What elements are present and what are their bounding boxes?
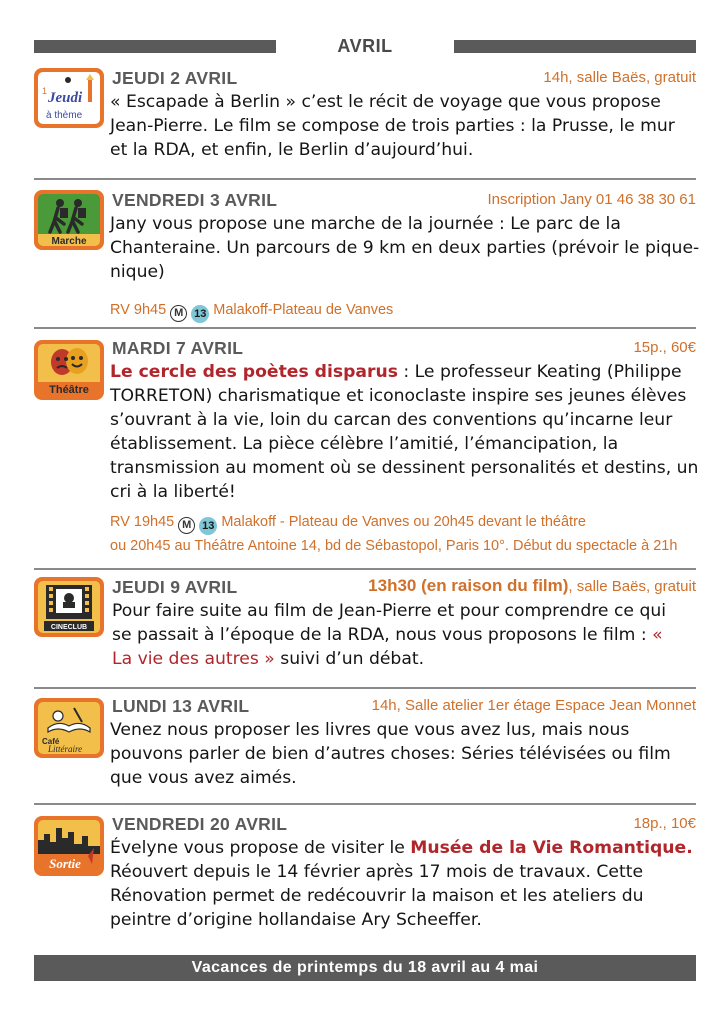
month-header (34, 36, 696, 58)
rv-time: RV 9h45 (110, 302, 167, 318)
rendezvous-alternative: ou 20h45 au Théâtre Antoine 14, bd de Sébastopol, Paris 10°. Début du spectacle à 21h (110, 538, 678, 554)
desc-end: Réouvert depuis le 14 février après 17 mois de travaux. Cette Rénovation permet de redécouvrir la maison et les ateliers du peintre d’origine hollandaise Ary Scheeffer. (110, 862, 644, 930)
play-title: Le cercle des poètes disparus (110, 362, 398, 382)
separator (34, 327, 696, 329)
sortie-icon (34, 816, 104, 876)
event-lundi-13-avril (34, 696, 696, 796)
jeudi-a-theme-icon (34, 68, 104, 128)
icon-label-cafe: Café (42, 737, 60, 746)
desc-intro: Évelyne vous propose de visiter le (110, 838, 411, 858)
rendezvous-info (110, 298, 393, 323)
event-mardi-7-avril (34, 338, 699, 560)
rv-place: Malakoff-Plateau de Vanves (213, 302, 394, 318)
theatre-icon (34, 340, 104, 400)
icon-label-litteraire: Littéraire (48, 744, 83, 754)
separator (34, 568, 696, 570)
event-date: VENDREDI 20 AVRIL (112, 814, 288, 834)
icon-label-sortie: Sortie (49, 856, 81, 871)
event-info: 14h, salle Baës, gratuit (543, 69, 696, 86)
metro-line-13-icon: 13 (199, 517, 217, 535)
event-date: VENDREDI 3 AVRIL (112, 190, 278, 210)
rendezvous-info (110, 510, 586, 535)
holiday-banner: Vacances de printemps du 18 avril au 4 mai (34, 955, 696, 981)
event-vendredi-20-avril (34, 814, 696, 949)
month-title: AVRIL (337, 36, 393, 56)
separator (34, 803, 696, 805)
event-venue: , salle Baës, gratuit (568, 578, 696, 595)
separator (34, 178, 696, 180)
event-info: 15p., 60€ (633, 339, 696, 356)
metro-line-13-icon: 13 (191, 305, 209, 323)
event-description (110, 360, 710, 504)
event-description: Venez nous proposer les livres que vous avez lus, mais nous pouvons parler de bien d’autres choses: Séries télévisées ou film que vous avez aimés. (110, 720, 671, 788)
icon-label-cineclub: CINECLUB (50, 624, 88, 631)
metro-icon: M (178, 517, 195, 534)
event-description (112, 599, 687, 671)
event-time-highlight: 13h30 (en raison du film) (368, 576, 569, 595)
icon-label-theatre: Théâtre (49, 384, 89, 396)
event-description: Jany vous propose une marche de la journée : Le parc de la Chanteraine. Un parcours de 9 km en deux parties (prévoir le pique-nique) (110, 214, 700, 282)
event-date: MARDI 7 AVRIL (112, 338, 244, 358)
rv-time: RV 19h45 (110, 514, 175, 530)
event-jeudi-9-avril (34, 577, 696, 677)
event-date: JEUDI 9 AVRIL (112, 577, 238, 597)
cineclub-icon (34, 577, 104, 637)
cafe-litteraire-icon (34, 698, 104, 758)
event-info: 14h, Salle atelier 1er étage Espace Jean Monnet (371, 697, 696, 714)
separator (34, 687, 696, 689)
header-rule-right (454, 40, 696, 53)
event-date: LUNDI 13 AVRIL (112, 696, 250, 716)
event-info: Inscription Jany 01 46 38 30 61 (487, 191, 696, 208)
film-title: « La vie des autres » (112, 625, 663, 669)
event-jeudi-2-avril (34, 68, 696, 168)
event-description (110, 836, 695, 932)
play-summary: : Le professeur Keating (Philippe TORRETON) charismatique et iconoclaste inspire ses jeunes élèves s’ouvrant à la vie, loin du carcan des conventions qu’incarne leur établissement. La pièce célèbre l’amitié, l’émancipation, la transmission au moment où se dessinent personalités et destins, un cri à la liberté! (110, 362, 699, 502)
icon-label-jeudi: Jeudi (48, 90, 83, 106)
event-description: « Escapade à Berlin » c’est le récit de voyage que vous propose Jean-Pierre. Le film se compose de trois parties : la Prusse, le mur et la RDA, et enfin, le Berlin d’aujourd’hui. (110, 92, 675, 160)
event-info (368, 576, 696, 596)
museum-name: Musée de la Vie Romantique. (410, 838, 693, 858)
event-info: 18p., 10€ (633, 815, 696, 832)
marche-icon (34, 190, 104, 250)
rv-place: Malakoff - Plateau de Vanves ou 20h45 devant le théâtre (221, 514, 586, 530)
desc-end: suivi d’un débat. (274, 649, 425, 669)
metro-icon: M (170, 305, 187, 322)
event-date: JEUDI 2 AVRIL (112, 68, 238, 88)
desc-intro: Pour faire suite au film de Jean-Pierre et pour comprendre ce qui se passait à l’époque de la RDA, nous vous proposons le film : (112, 601, 667, 645)
icon-label-marche: Marche (51, 236, 87, 246)
svg-text:1: 1 (42, 86, 48, 96)
event-vendredi-3-avril (34, 190, 700, 320)
icon-label-a-theme: à thème (46, 110, 83, 121)
